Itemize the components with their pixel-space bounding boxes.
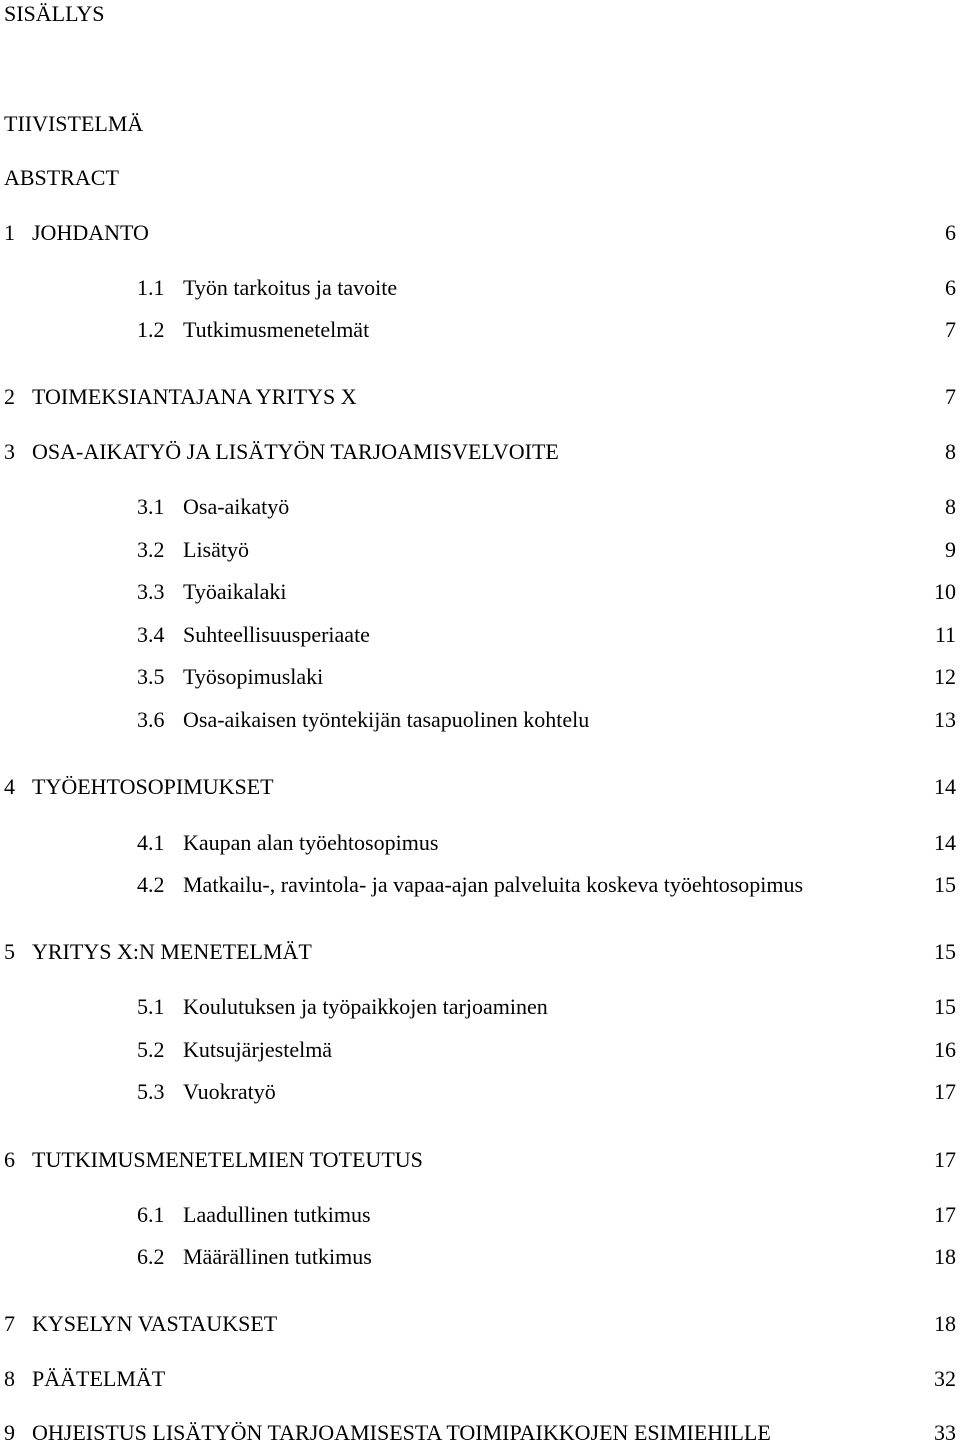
toc-entry-page: 7 — [945, 317, 956, 342]
toc-entry-page: 15 — [934, 939, 956, 964]
toc-entry-label: Suhteellisuusperiaate — [183, 622, 370, 647]
toc-entry-page: 32 — [934, 1366, 956, 1391]
toc-entry-number: 5.2 — [137, 1037, 165, 1062]
toc-entry-number: 6.1 — [137, 1202, 165, 1227]
toc-entry[interactable] — [0, 1364, 960, 1394]
toc-entry[interactable] — [0, 937, 960, 967]
toc-entry-number: 3.4 — [137, 622, 165, 647]
toc-entry-number: 3.6 — [137, 707, 165, 732]
toc-entry[interactable] — [0, 437, 960, 467]
toc-entry-number: 5.3 — [137, 1079, 165, 1104]
toc-entry-label: Koulutuksen ja työpaikkojen tarjoaminen — [183, 994, 548, 1019]
toc-entry-number: 5.1 — [137, 994, 165, 1019]
toc-entry-label: JOHDANTO — [32, 220, 149, 245]
toc-subentry[interactable] — [0, 1077, 960, 1107]
toc-entry-label: Lisätyö — [183, 537, 249, 562]
toc-entry-page: 14 — [934, 830, 956, 855]
toc-entry-page: 18 — [934, 1244, 956, 1269]
toc-entry-number: 2 — [4, 384, 15, 409]
toc-entry-label: Osa-aikaisen työntekijän tasapuolinen kohtelu — [183, 707, 590, 732]
toc-entry-page: 6 — [945, 275, 956, 300]
toc-entry-page: 16 — [934, 1037, 956, 1062]
toc-entry-label: Vuokratyö — [183, 1079, 276, 1104]
toc-subentry[interactable] — [0, 1242, 960, 1272]
toc-subentry[interactable] — [0, 705, 960, 735]
toc-entry-number: 5 — [4, 939, 15, 964]
toc-entry-label: TUTKIMUSMENETELMIEN TOTEUTUS — [32, 1147, 423, 1172]
toc-entry-label: Kutsujärjestelmä — [183, 1037, 333, 1062]
toc-entry-page: 6 — [945, 220, 956, 245]
toc-entry-page: 9 — [945, 537, 956, 562]
toc-entry-number: 1.1 — [137, 275, 165, 300]
toc-entry-number: 6.2 — [137, 1244, 165, 1269]
toc-entry-page: 8 — [945, 494, 956, 519]
toc-entry[interactable] — [0, 1309, 960, 1339]
toc-subentry[interactable] — [0, 828, 960, 858]
toc-entry[interactable] — [0, 382, 960, 412]
toc-frontmatter-abstract-en: ABSTRACT — [4, 165, 119, 190]
toc-entry-page: 15 — [934, 872, 956, 897]
toc-subentry[interactable] — [0, 620, 960, 650]
toc-entry-label: Tutkimusmenetelmät — [183, 317, 370, 342]
toc-entry-label: KYSELYN VASTAUKSET — [32, 1311, 278, 1336]
toc-entry-page: 13 — [934, 707, 956, 732]
toc-subentry[interactable] — [0, 1035, 960, 1065]
toc-entry-number: 7 — [4, 1311, 15, 1336]
toc-entry-label: PÄÄTELMÄT — [32, 1366, 166, 1391]
toc-entry-page: 11 — [934, 622, 956, 647]
toc-entry-number: 3.5 — [137, 664, 165, 689]
toc-entry[interactable] — [0, 1145, 960, 1175]
toc-entry-page: 12 — [934, 664, 956, 689]
toc-subentry[interactable] — [0, 535, 960, 565]
toc-subentry[interactable] — [0, 577, 960, 607]
toc-entry-number: 4.1 — [137, 830, 165, 855]
toc-entry-label: OSA-AIKATYÖ JA LISÄTYÖN TARJOAMISVELVOITE — [32, 439, 559, 464]
toc-entry-label: OHJEISTUS LISÄTYÖN TARJOAMISESTA TOIMIPAIKKOJEN ESIMIEHILLE — [32, 1420, 771, 1445]
toc-title: SISÄLLYS — [4, 1, 105, 26]
toc-entry-number: 3 — [4, 439, 15, 464]
toc-entry-number: 9 — [4, 1420, 15, 1445]
toc-entry[interactable] — [0, 1418, 960, 1448]
toc-subentry[interactable] — [0, 1200, 960, 1230]
toc-entry-label: TYÖEHTOSOPIMUKSET — [32, 774, 274, 799]
toc-entry-number: 1.2 — [137, 317, 165, 342]
toc-entry[interactable] — [0, 218, 960, 248]
toc-subentry[interactable] — [0, 870, 960, 900]
toc-entry-label: Määrällinen tutkimus — [183, 1244, 372, 1269]
toc-entry-label: Matkailu-, ravintola- ja vapaa-ajan palveluita koskeva työehtosopimus — [183, 872, 804, 897]
toc-entry-page: 14 — [934, 774, 956, 799]
toc-entry-number: 1 — [4, 220, 15, 245]
toc-entry-label: Laadullinen tutkimus — [183, 1202, 371, 1227]
toc-entry-page: 8 — [945, 439, 956, 464]
toc-entry-number: 8 — [4, 1366, 15, 1391]
toc-subentry[interactable] — [0, 492, 960, 522]
toc-entry-label: Työaikalaki — [183, 579, 287, 604]
toc-entry[interactable] — [0, 772, 960, 802]
toc-subentry[interactable] — [0, 273, 960, 303]
toc-entry-page: 7 — [945, 384, 956, 409]
toc-subentry[interactable] — [0, 662, 960, 692]
toc-entry-number: 3.3 — [137, 579, 165, 604]
toc-entry-number: 3.2 — [137, 537, 165, 562]
toc-entry-page: 17 — [934, 1147, 956, 1172]
toc-entry-number: 4.2 — [137, 872, 165, 897]
toc-entry-page: 10 — [934, 579, 956, 604]
toc-subentry[interactable] — [0, 315, 960, 345]
toc-entry-label: TOIMEKSIANTAJANA YRITYS X — [32, 384, 357, 409]
toc-subentry[interactable] — [0, 992, 960, 1022]
toc-entry-page: 17 — [934, 1079, 956, 1104]
toc-frontmatter-abstract-fi: TIIVISTELMÄ — [4, 111, 144, 136]
toc-entry-label: Kaupan alan työehtosopimus — [183, 830, 439, 855]
toc-entry-page: 15 — [934, 994, 956, 1019]
toc-entry-number: 3.1 — [137, 494, 165, 519]
toc-entry-label: YRITYS X:N MENETELMÄT — [32, 939, 312, 964]
toc-entry-page: 33 — [934, 1420, 956, 1445]
toc-entry-page: 18 — [934, 1311, 956, 1336]
toc-entry-page: 17 — [934, 1202, 956, 1227]
toc-entry-label: Työn tarkoitus ja tavoite — [183, 275, 398, 300]
toc-entry-label: Työsopimuslaki — [183, 664, 324, 689]
toc-entry-number: 4 — [4, 774, 15, 799]
toc-entry-label: Osa-aikatyö — [183, 494, 290, 519]
toc-entry-number: 6 — [4, 1147, 15, 1172]
